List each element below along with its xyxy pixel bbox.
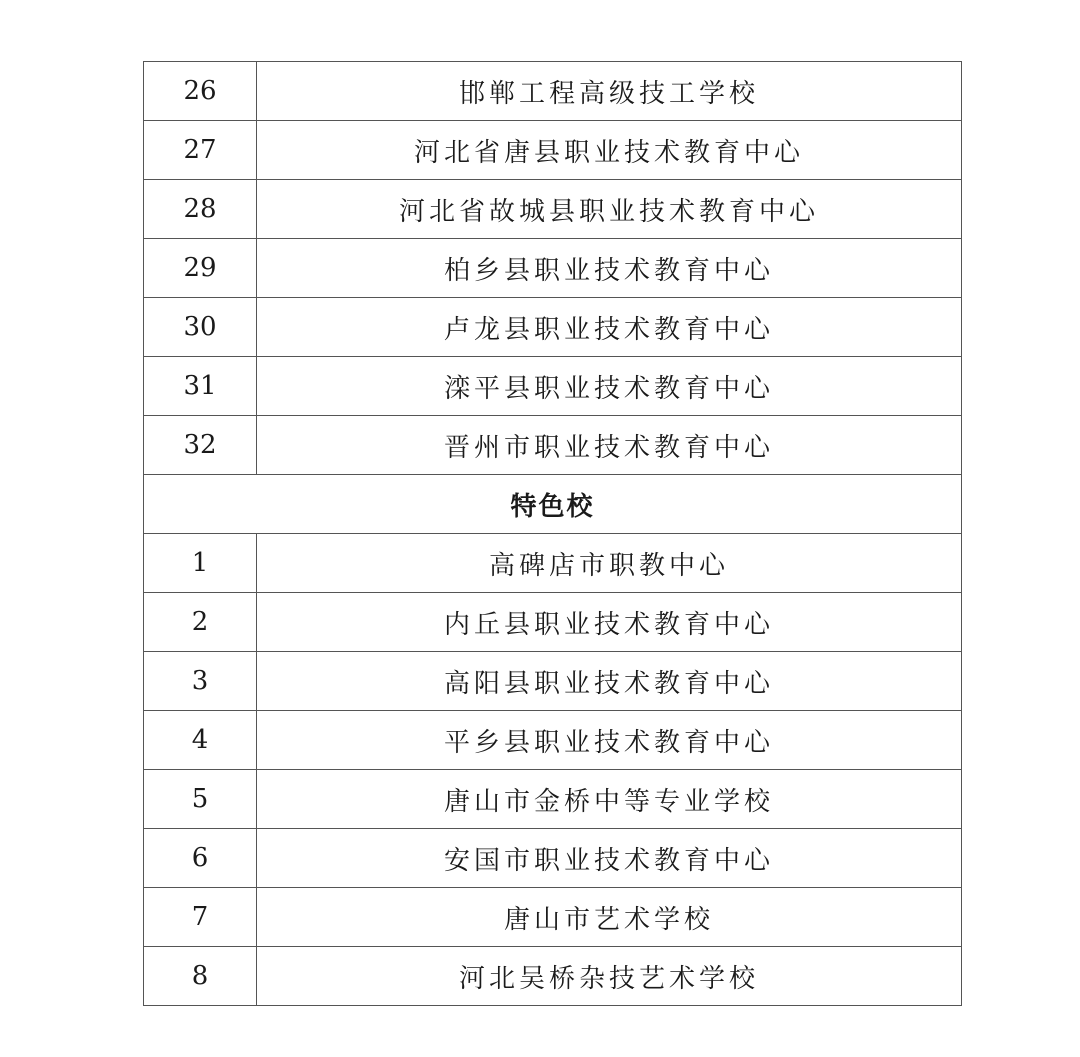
row-number: 31 — [144, 357, 257, 416]
table-row — [144, 298, 962, 357]
table-row — [144, 62, 962, 121]
school-name: 安国市职业技术教育中心 — [257, 829, 962, 888]
row-number: 8 — [144, 947, 257, 1006]
table-row — [144, 121, 962, 180]
row-number: 32 — [144, 416, 257, 475]
row-number: 1 — [144, 534, 257, 593]
section-header-row — [144, 475, 962, 534]
school-name: 唐山市艺术学校 — [257, 888, 962, 947]
school-name: 晋州市职业技术教育中心 — [257, 416, 962, 475]
table-row — [144, 593, 962, 652]
row-number: 26 — [144, 62, 257, 121]
school-list-table — [143, 61, 962, 1006]
row-number: 2 — [144, 593, 257, 652]
school-name: 唐山市金桥中等专业学校 — [257, 770, 962, 829]
school-name: 河北吴桥杂技艺术学校 — [257, 947, 962, 1006]
table-row — [144, 888, 962, 947]
school-name: 内丘县职业技术教育中心 — [257, 593, 962, 652]
school-name: 平乡县职业技术教育中心 — [257, 711, 962, 770]
table-row — [144, 770, 962, 829]
section-header-title: 特色校 — [144, 475, 962, 534]
row-number: 30 — [144, 298, 257, 357]
school-name: 河北省唐县职业技术教育中心 — [257, 121, 962, 180]
table-row — [144, 239, 962, 298]
school-name: 滦平县职业技术教育中心 — [257, 357, 962, 416]
table-row — [144, 180, 962, 239]
school-name: 柏乡县职业技术教育中心 — [257, 239, 962, 298]
row-number: 29 — [144, 239, 257, 298]
table-row — [144, 711, 962, 770]
table-row — [144, 829, 962, 888]
row-number: 28 — [144, 180, 257, 239]
table-row — [144, 416, 962, 475]
row-number: 5 — [144, 770, 257, 829]
school-name: 高阳县职业技术教育中心 — [257, 652, 962, 711]
row-number: 3 — [144, 652, 257, 711]
row-number: 4 — [144, 711, 257, 770]
table-row — [144, 652, 962, 711]
school-name: 卢龙县职业技术教育中心 — [257, 298, 962, 357]
table-body — [144, 62, 962, 1006]
school-name: 高碑店市职教中心 — [257, 534, 962, 593]
table-row — [144, 534, 962, 593]
school-name: 河北省故城县职业技术教育中心 — [257, 180, 962, 239]
row-number: 6 — [144, 829, 257, 888]
row-number: 27 — [144, 121, 257, 180]
row-number: 7 — [144, 888, 257, 947]
table-row — [144, 357, 962, 416]
school-name: 邯郸工程高级技工学校 — [257, 62, 962, 121]
table-row — [144, 947, 962, 1006]
